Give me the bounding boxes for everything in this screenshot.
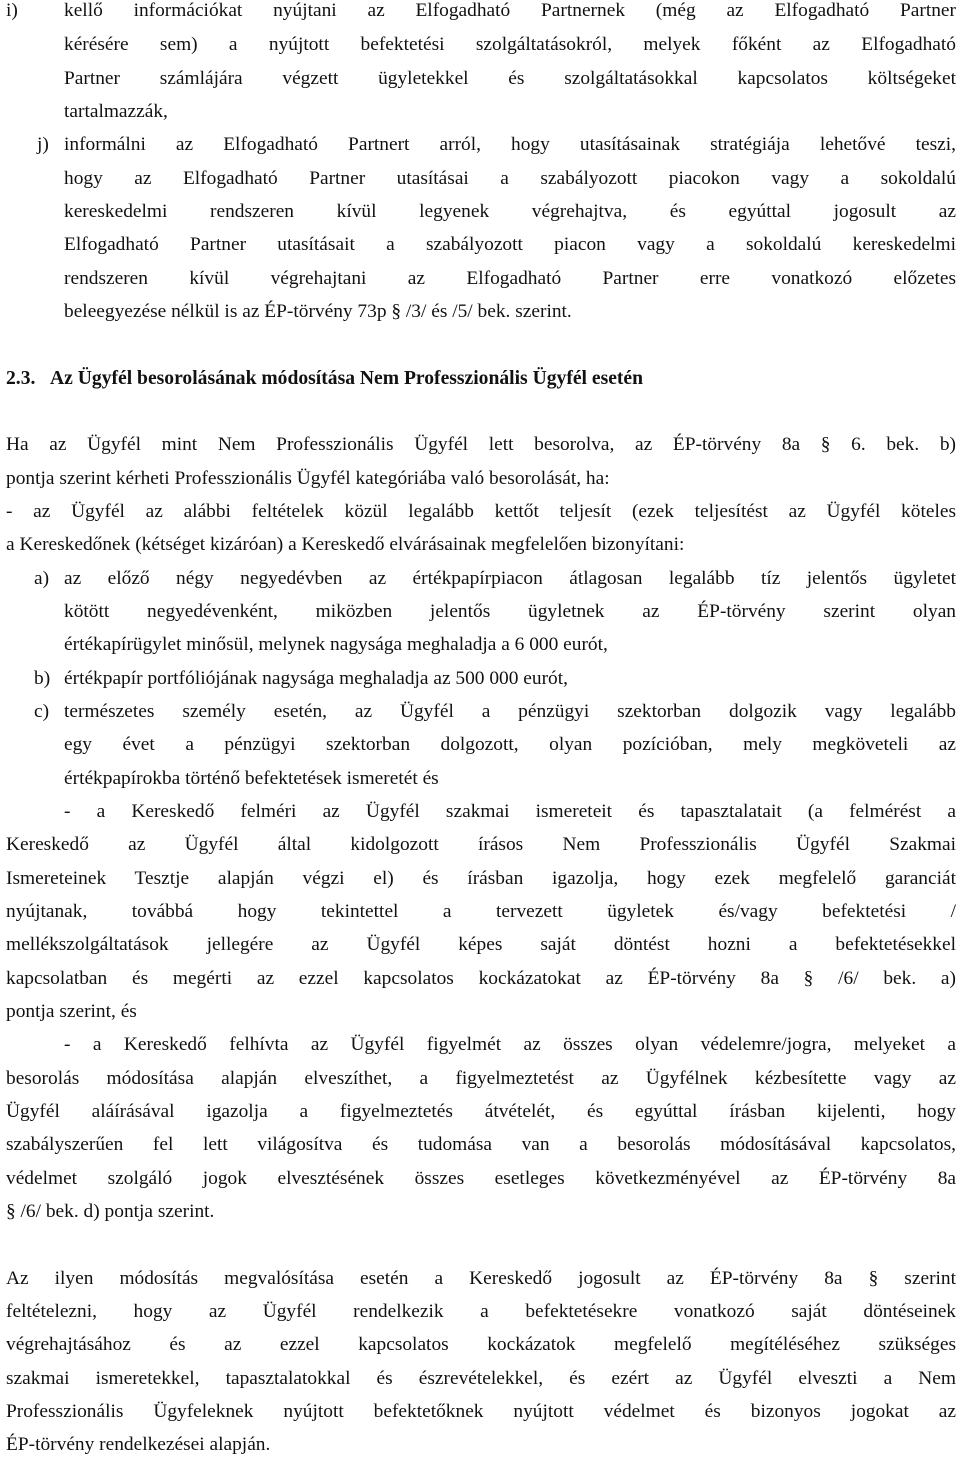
dash-paragraph-line: védelmet szolgáló jogok elvesztésének összes esetleges következményével az ÉP-törvény 8a: [6, 1168, 956, 1189]
item-i-line: Partner számlájára végzett ügyletekkel és szolgáltatásokkal kapcsolatos költségeket: [64, 68, 956, 89]
item-c-line: egy évet a pénzügyi szektorban dolgozott, olyan pozícióban, mely megköveteli az: [64, 734, 956, 755]
dash-paragraph-line: szabályszerűen fel lett világosítva és tudomása van a besorolás módosításával kapcsolatos,: [6, 1134, 956, 1155]
dash-paragraph-line: - a Kereskedő felméri az Ügyfél szakmai ismereteit és tapasztalatait (a felmérést a: [64, 801, 956, 822]
intro-line: a Kereskedőnek (kétséget kizáróan) a Kereskedő elvárásainak megfelelően bizonyítani:: [6, 534, 685, 555]
item-a-marker: a): [34, 568, 50, 589]
closing-paragraph-line: Az ilyen módosítás megvalósítása esetén a Kereskedő jogosult az ÉP-törvény 8a § szerint: [6, 1268, 956, 1289]
dash-paragraph-line: pontja szerint, és: [6, 1001, 137, 1022]
dash-paragraph-line: § /6/ bek. d) pontja szerint.: [6, 1201, 215, 1222]
intro-line: - az Ügyfél az alábbi feltételek közül legalább kettőt teljesít (ezek teljesítést az Ügyfél köteles: [6, 501, 956, 522]
item-a-line: az előző négy negyedévben az értékpapírpiacon átlagosan legalább tíz jelentős ügyletet: [64, 568, 956, 589]
item-a-line: kötött negyedévenként, miközben jelentős ügyletnek az ÉP-törvény szerint olyan: [64, 601, 956, 622]
dash-paragraph-line: Kereskedő az Ügyfél által kidolgozott írásos Nem Professzionális Ügyfél Szakmai: [6, 834, 956, 855]
dash-paragraph-line: mellékszolgáltatások jellegére az Ügyfél képes saját döntést hozni a befektetésekkel: [6, 934, 956, 955]
item-j-line: beleegyezése nélkül is az ÉP-törvény 73p § /3/ és /5/ bek. szerint.: [64, 301, 572, 322]
item-j-line: hogy az Elfogadható Partner utasításai a szabályozott piacokon vagy a sokoldalú: [64, 168, 956, 189]
item-j-line: kereskedelmi rendszeren kívül legyenek végrehajtva, és egyúttal jogosult az: [64, 201, 956, 222]
item-c-line: értékpapírokba történő befektetések ismeretét és: [64, 768, 439, 789]
item-b-line: értékpapír portfóliójának nagysága meghaladja az 500 000 eurót,: [64, 668, 568, 689]
closing-paragraph-line: szakmai ismeretekkel, tapasztalatokkal és észrevételekkel, és ezért az Ügyfél elveszti a Nem: [6, 1368, 956, 1389]
closing-paragraph-line: ÉP-törvény rendelkezései alapján.: [6, 1434, 271, 1455]
closing-paragraph-line: végrehajtásához és az ezzel kapcsolatos kockázatok megfelelő megítéléséhez szükséges: [6, 1334, 956, 1355]
closing-paragraph-line: Professzionális Ügyfeleknek nyújtott befektetőknek nyújtott védelmet és bizonyos jogokat az: [6, 1401, 956, 1422]
item-j-line: informálni az Elfogadható Partnert arról, hogy utasításainak stratégiája lehetővé teszi,: [64, 134, 956, 155]
item-a-line: értékapírügylet minősül, melynek nagysága meghaladja a 6 000 eurót,: [64, 634, 608, 655]
dash-paragraph-line: nyújtanak, továbbá hogy tekintettel a tervezett ügyletek és/vagy befektetési /: [6, 901, 956, 922]
section-title: Az Ügyfél besorolásának módosítása Nem Professzionális Ügyfél esetén: [50, 368, 644, 389]
dash-paragraph-line: - a Kereskedő felhívta az Ügyfél figyelmét az összes olyan védelemre/jogra, melyeket a: [64, 1034, 956, 1055]
item-i-line: kellő információkat nyújtani az Elfogadható Partnernek (még az Elfogadható Partner: [64, 0, 956, 21]
item-c-marker: c): [34, 701, 50, 722]
dash-paragraph-line: besorolás módosítása alapján elveszíthet, a figyelmeztetést az Ügyfélnek kézbesítette vagy az: [6, 1068, 956, 1089]
intro-line: pontja szerint kérheti Professzionális Ügyfél kategóriába való besorolását, ha:: [6, 468, 610, 489]
item-j-marker: j): [37, 134, 49, 155]
item-j-line: Elfogadható Partner utasításait a szabályozott piacon vagy a sokoldalú kereskedelmi: [64, 234, 956, 255]
dash-paragraph-line: Ügyfél aláírásával igazolja a figyelmeztetés átvételét, és egyúttal írásban kijelenti, hogy: [6, 1101, 956, 1122]
item-i-line: tartalmazzák,: [64, 101, 168, 122]
item-i-marker: i): [6, 0, 18, 21]
intro-line: Ha az Ügyfél mint Nem Professzionális Ügyfél lett besorolva, az ÉP-törvény 8a § 6. bek. b): [6, 434, 956, 455]
closing-paragraph-line: feltételezni, hogy az Ügyfél rendelkezik a befektetésekre vonatkozó saját döntéseinek: [6, 1301, 956, 1322]
dash-paragraph-line: Ismereteinek Tesztje alapján végzi el) és írásban igazolja, hogy ezek megfelelő garanciát: [6, 868, 956, 889]
item-b-marker: b): [34, 668, 51, 689]
dash-paragraph-line: kapcsolatban és megérti az ezzel kapcsolatos kockázatokat az ÉP-törvény 8a § /6/ bek. a): [6, 968, 956, 989]
item-c-line: természetes személy esetén, az Ügyfél a pénzügyi szektorban dolgozik vagy legalább: [64, 701, 956, 722]
item-i-line: kérésére sem) a nyújtott befektetési szolgáltatásokról, melyek főként az Elfogadható: [64, 34, 956, 55]
item-j-line: rendszeren kívül végrehajtani az Elfogadható Partner erre vonatkozó előzetes: [64, 268, 956, 289]
section-number: 2.3.: [6, 368, 36, 389]
